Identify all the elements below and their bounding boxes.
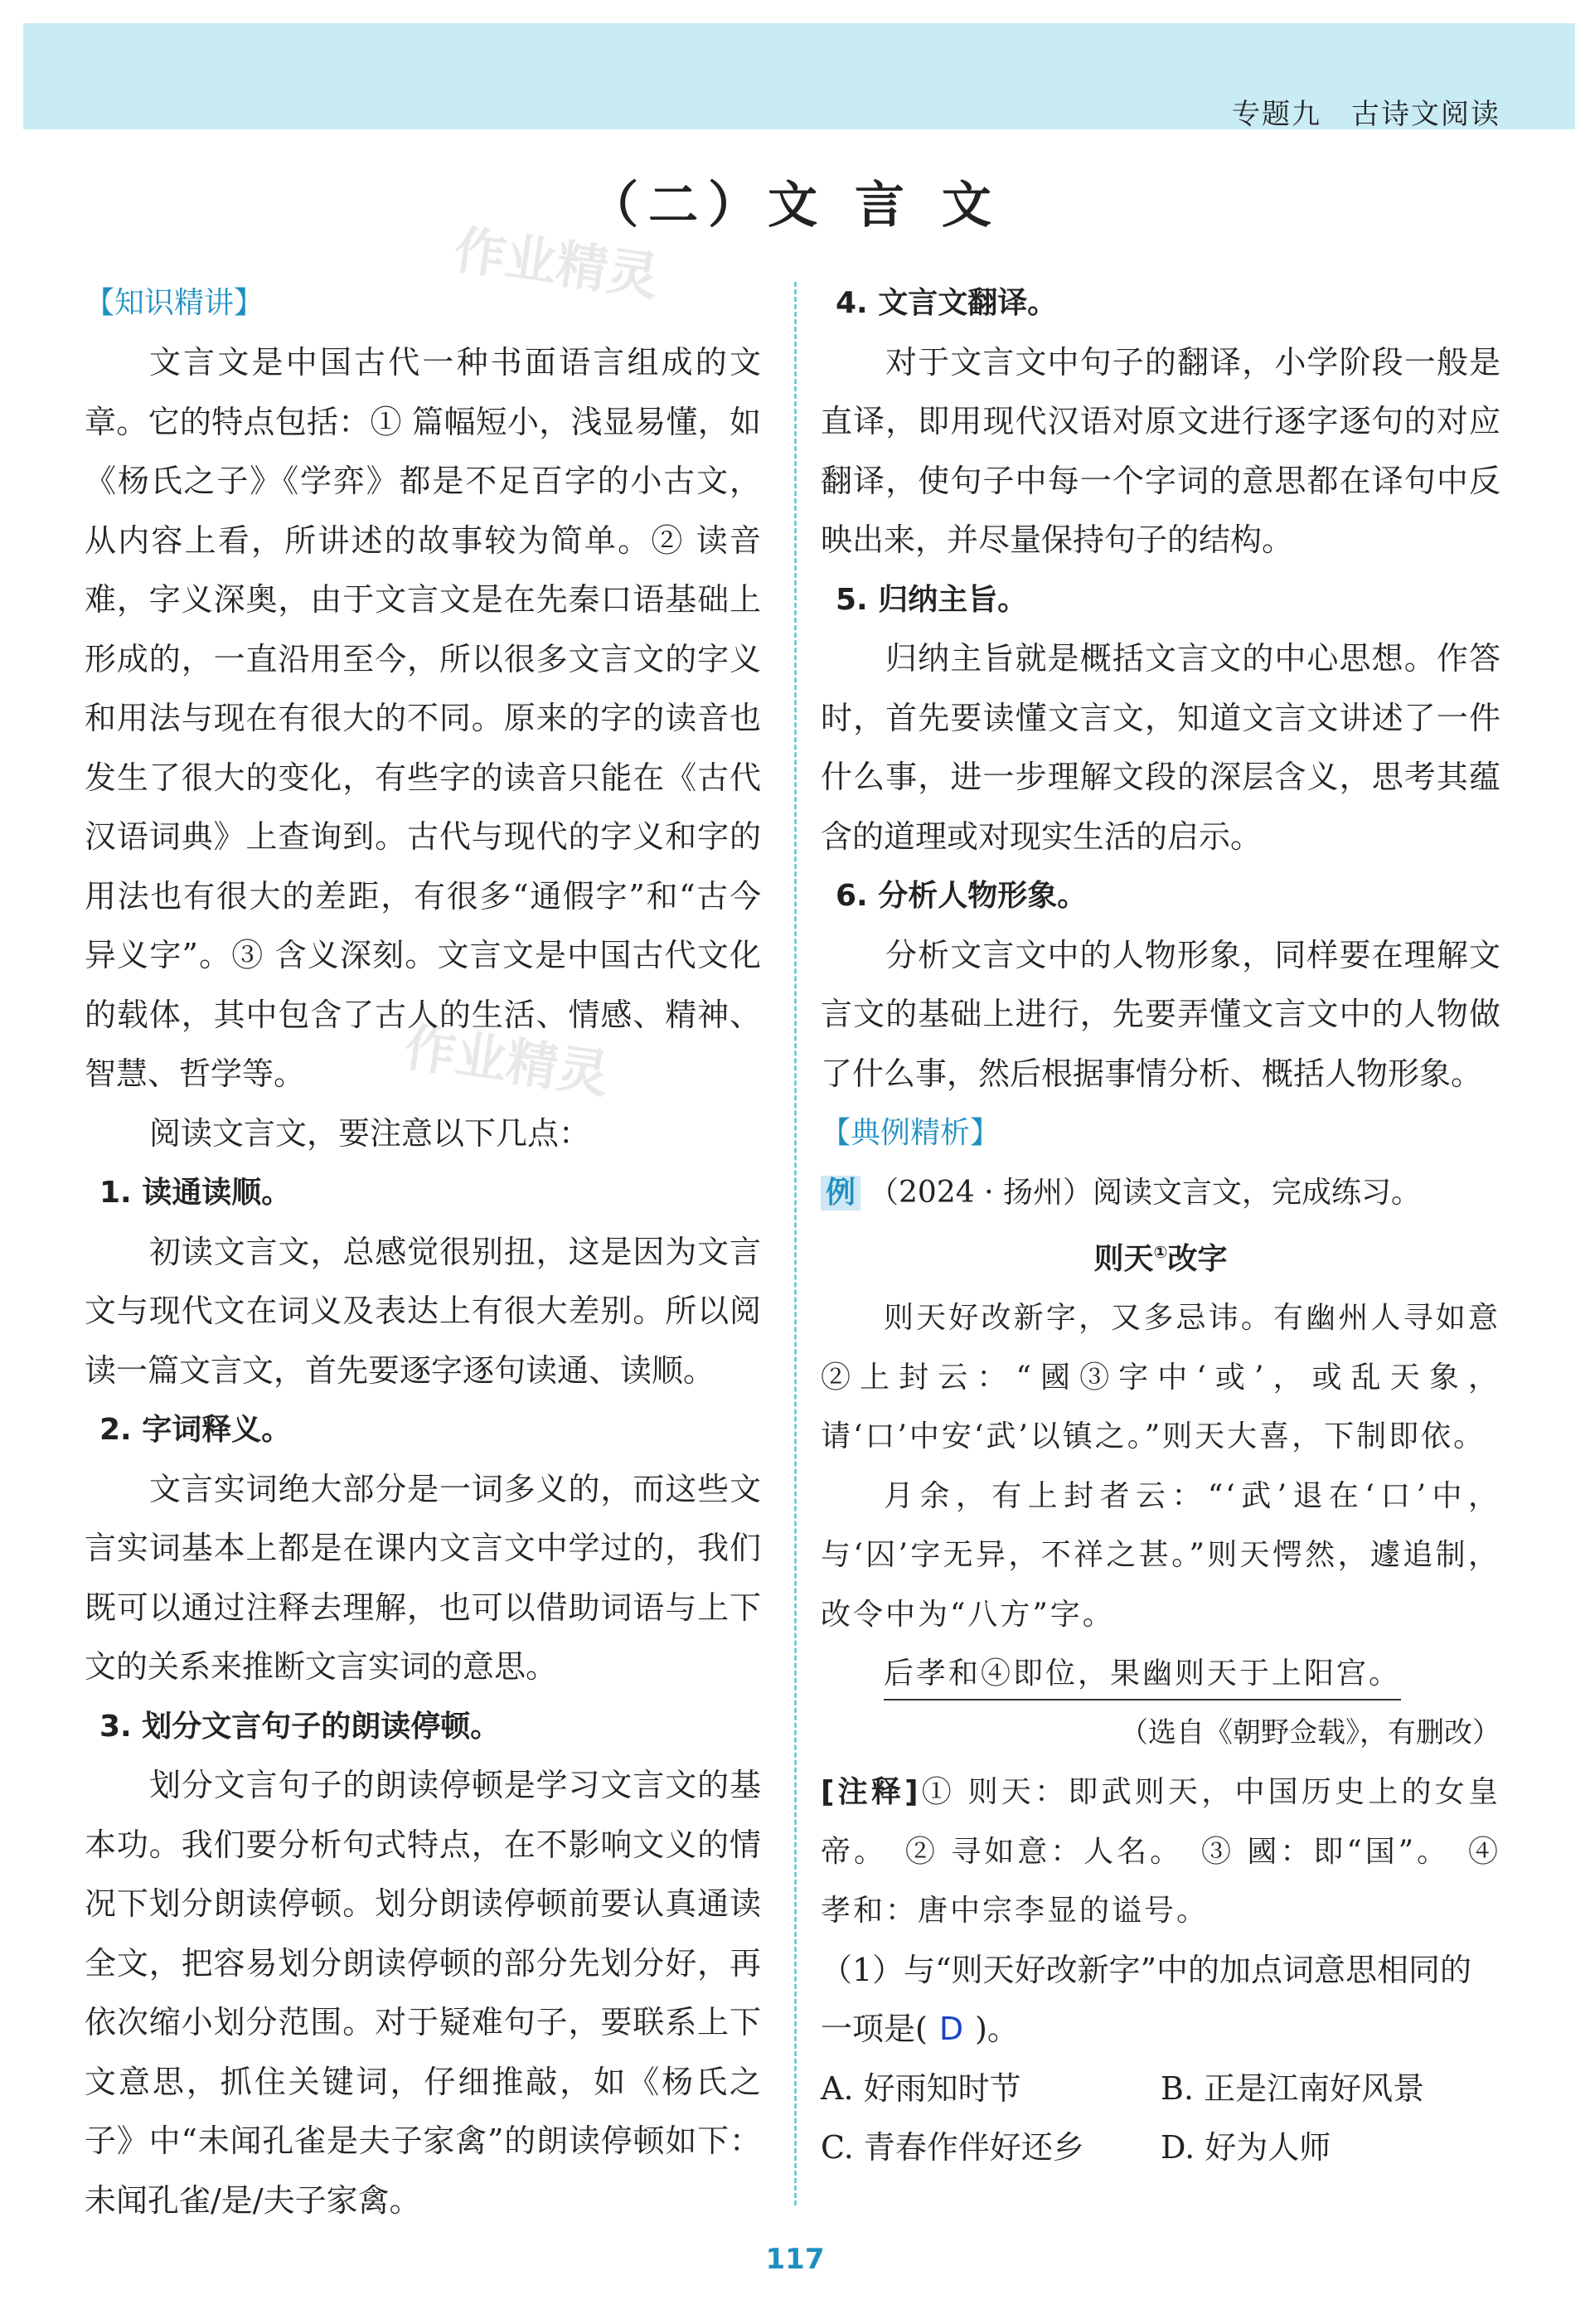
option-b: B. 正是江南好风景 (1161, 2069, 1425, 2107)
watermark: 作业精灵 (400, 1016, 613, 1105)
section-head-example: 【典例精析】 (821, 1116, 1001, 1150)
notes (821, 1763, 1500, 1941)
point-1-heading: 1. 读通读顺。 (99, 1176, 292, 1210)
passage-paragraph-1: 则天好改新字，又多忌讳。有幽州人寻如意②上封云：“國③字中‘或’，或乱天象，请‘口’中安‘武’以镇之。”则天大喜，下制即依。 (821, 1301, 1500, 1453)
point-1-text: 初读文言文，总感觉很别扭，这是因为文言文与现代文在词义及表达上有很大差别。所以阅读一篇文言文，首先要逐字逐句读通、读顺。 (85, 1233, 761, 1389)
page-number: 117 (765, 2243, 825, 2276)
notes-text: ① 则天：即武则天，中国历史上的女皇帝。 ② 寻如意：人名。 ③ 國：即“国”。 ④ 孝和：唐中宗李显的谥号。 (821, 1775, 1500, 1928)
passage-source: （选自《朝野佥载》，有删改） (1120, 1715, 1500, 1749)
section-head-knowledge: 【知识精讲】 (85, 286, 264, 320)
option-d: D. 好为人师 (1161, 2129, 1331, 2166)
notes-head: [注释] (821, 1775, 921, 1809)
point-2-text: 文言实词绝大部分是一词多义的，而这些文言实词基本上都是在课内文言文中学过的，我们既可以通过注释去理解，也可以借助词语与上下文的关系来推断文言实词的意思。 (85, 1470, 761, 1685)
lead-paragraph: 阅读文言文，要注意以下几点： (149, 1114, 591, 1152)
passage-paragraph-2: 月余，有上封者云：“‘武’退在‘口’中，与‘囚’字无异，不祥之甚。”则天愕然，遽追制，改令中为“八方”字。 (821, 1478, 1500, 1632)
passage-paragraph-3: 后孝和④即位，果幽则天于上阳宫。 (884, 1649, 1401, 1701)
chapter-label: 专题九 古诗文阅读 (1232, 98, 1500, 131)
point-4-text: 对于文言文中句子的翻译，小学阶段一般是直译，即用现代汉语对原文进行逐字逐句的对应翻译，使句子中每一个字词的意思都在译句中反映出来，并尽量保持句子的结构。 (821, 343, 1500, 558)
watermark: 作业精灵 (450, 219, 663, 308)
column-divider (794, 282, 797, 2205)
example-badge: 例 (821, 1176, 860, 1211)
point-6-text: 分析文言文中的人物形象，同样要在理解文言文的基础上进行，先要弄懂文言文中的人物做了什么事，然后根据事情分析、概括人物形象。 (821, 936, 1500, 1092)
passage-paragraph-3-wrap (821, 1644, 1500, 1704)
point-5-heading: 5. 归纳主旨。 (836, 582, 1028, 617)
question-1: （1）与“则天好改新字”中的加点词意思相同的一项是( D )。 (821, 1951, 1472, 2047)
question-1-answer: D (938, 2011, 964, 2047)
point-6-heading: 6. 分析人物形象。 (836, 879, 1088, 913)
intro-paragraph: 文言文是中国古代一种书面语言组成的文章。它的特点包括：① 篇幅短小，浅显易懂，如《杨氏之子》《学弈》都是不足百字的小古文，从内容上看，所讲述的故事较为简单。② 读音难，字义深奥，由于文言文是在先秦口语基础上形成的，一直沿用至今，所以很多文言文的字义和用法与现在有很大的不同。原来的字的读音也发生了很大的变化，有些字的读音只能在《古代汉语词典》上查询到。古代与现代的字义和字的用法也有很大的差距，有很多“通假字”和“古今异义字”。③ 含义深刻。文言文是中国古代文化的载体，其中包含了古人的生活、情感、精神、智慧、哲学等。 (85, 344, 761, 1092)
point-3-heading: 3. 划分文言句子的朗读停顿。 (99, 1709, 501, 1744)
example-intro (821, 1163, 1500, 1223)
option-c: C. 青春作伴好还乡 (821, 2129, 1084, 2166)
right-column (821, 274, 1500, 2178)
point-3-text: 划分文言句子的朗读停顿是学习文言文的基本功。我们要分析句式特点，在不影响文义的情况下划分朗读停顿。划分朗读停顿前要认真通读全文，把容易划分朗读停顿的部分先划分好，再依次缩小划分范围。对于疑难句子，要联系上下文意思，抓住关键词，仔细推敲，如《杨氏之子》中“未闻孔雀是夫子家禽”的朗读停顿如下：未闻孔雀/是/夫子家禽。 (85, 1767, 761, 2219)
option-a: A. 好雨知时节 (821, 2069, 1021, 2107)
question-1-options (821, 2060, 1500, 2178)
point-5-text: 归纳主旨就是概括文言文的中心思想。作答时，首先要读懂文言文，知道文言文讲述了一件什么事，进一步理解文段的深层含义，思考其蕴含的道理或对现实生活的启示。 (821, 640, 1500, 855)
page-title: （二）文 言 文 (589, 177, 1001, 235)
example-intro-text: （2024 · 扬州）阅读文言文，完成练习。 (869, 1176, 1421, 1210)
passage-title: 则天①改字 (1093, 1241, 1228, 1276)
point-2-heading: 2. 字词释义。 (99, 1413, 292, 1447)
point-4-heading: 4. 文言文翻译。 (836, 286, 1058, 320)
left-column (85, 274, 761, 2230)
